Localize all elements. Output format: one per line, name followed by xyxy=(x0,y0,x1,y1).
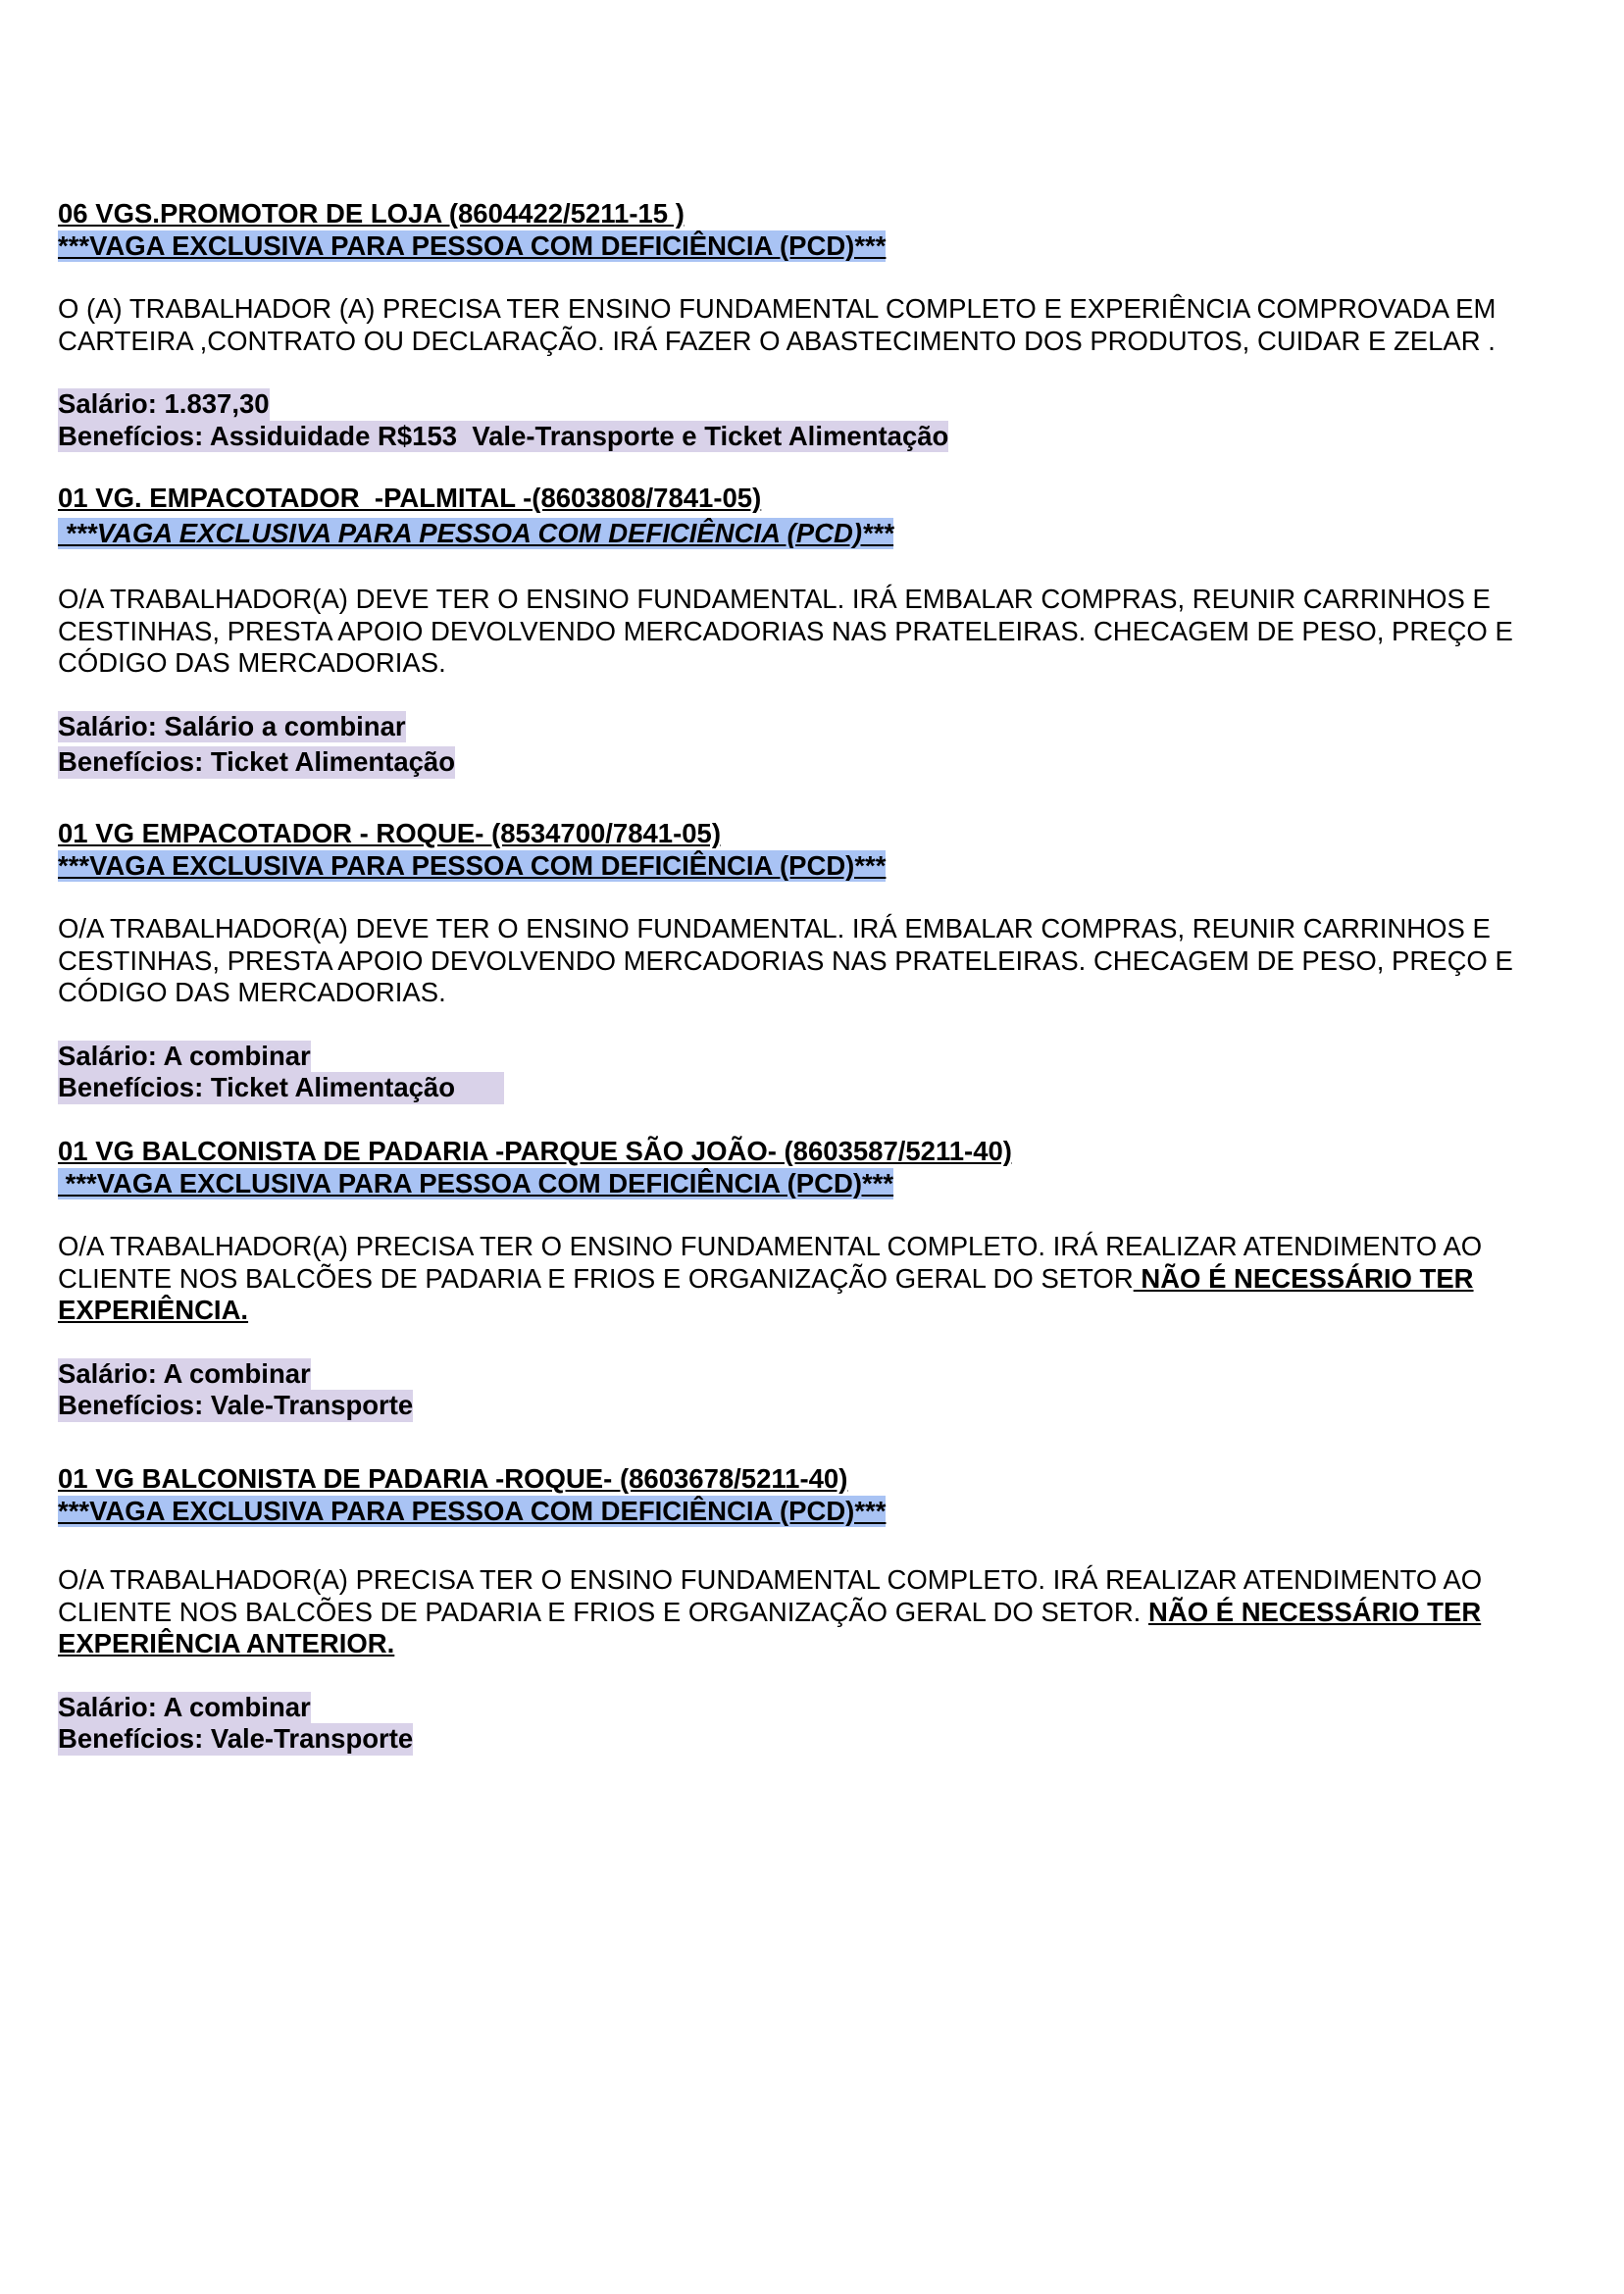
job-description-text: O (A) TRABALHADOR (A) PRECISA TER ENSINO FUNDAMENTAL COMPLETO E EXPERIÊNCIA COMPROVADA EM CARTEIRA ,CONTRATO OU DECLARAÇÃO. IRÁ FAZER O ABASTECIMENTO DOS PRODUTOS, CUIDAR E ZELAR . xyxy=(58,293,1497,356)
salary: Salário: A combinar xyxy=(58,1040,311,1071)
job-description-text: O/A TRABALHADOR(A) PRECISA TER O ENSINO FUNDAMENTAL COMPLETO. IRÁ REALIZAR ATENDIMENTO AO CLIENTE NOS BALCÕES DE PADARIA E FRIOS E ORGANIZAÇÃO GERAL DO SETOR xyxy=(58,1231,1483,1294)
job-description xyxy=(58,293,1568,357)
benefits: Benefícios: Ticket Alimentação xyxy=(58,746,455,777)
pcd-notice: ***VAGA EXCLUSIVA PARA PESSOA COM DEFICIÊNCIA (PCD)*** xyxy=(58,849,887,881)
benefits: Benefícios: Vale-Transporte xyxy=(58,1723,414,1754)
salary: Salário: Salário a combinar xyxy=(58,710,406,741)
job-posting xyxy=(58,818,1568,1104)
job-description xyxy=(58,1231,1568,1327)
job-description-text: O/A TRABALHADOR(A) DEVE TER O ENSINO FUNDAMENTAL. IRÁ EMBALAR COMPRAS, REUNIR CARRINHOS E CESTINHAS, PRESTA APOIO DEVOLVENDO MERCADORIAS NAS PRATELEIRAS. CHECAGEM DE PESO, PREÇO E CÓDIGO DAS MERCADORIAS. xyxy=(58,584,1513,678)
job-description xyxy=(58,913,1568,1009)
job-title: 01 VG BALCONISTA DE PADARIA -ROQUE- (8603678/5211-40) xyxy=(58,1463,848,1494)
benefits: Benefícios: Ticket Alimentação xyxy=(58,1072,504,1104)
job-posting xyxy=(58,483,1568,779)
job-description xyxy=(58,1564,1568,1660)
job-title: 06 VGS.PROMOTOR DE LOJA (8604422/5211-15 ) xyxy=(58,198,685,229)
benefits: Benefícios: Vale-Transporte xyxy=(58,1390,414,1420)
job-title: 01 VG EMPACOTADOR - ROQUE- (8534700/7841-05) xyxy=(58,818,722,848)
job-description-text: O/A TRABALHADOR(A) DEVE TER O ENSINO FUNDAMENTAL. IRÁ EMBALAR COMPRAS, REUNIR CARRINHOS E CESTINHAS, PRESTA APOIO DEVOLVENDO MERCADORIAS NAS PRATELEIRAS. CHECAGEM DE PESO, PREÇO E CÓDIGO DAS MERCADORIAS. xyxy=(58,913,1513,1007)
salary: Salário: A combinar xyxy=(58,1691,311,1722)
pcd-notice: ***VAGA EXCLUSIVA PARA PESSOA COM DEFICIÊNCIA (PCD)*** xyxy=(58,229,887,261)
job-posting xyxy=(58,1463,1568,1756)
salary: Salário: A combinar xyxy=(58,1357,311,1389)
job-title: 01 VG. EMPACOTADOR -PALMITAL -(8603808/7841-05) xyxy=(58,483,762,513)
job-description-emphasis: NÃO É NECESSÁRIO TER EXPERIÊNCIA ANTERIOR. xyxy=(58,1596,1482,1658)
job-description-emphasis: NÃO É NECESSÁRIO TER EXPERIÊNCIA. xyxy=(58,1262,1474,1325)
job-posting xyxy=(58,198,1568,452)
job-posting xyxy=(58,1136,1568,1422)
salary: Salário: 1.837,30 xyxy=(58,388,270,419)
job-title: 01 VG BALCONISTA DE PADARIA -PARQUE SÃO JOÃO- (8603587/5211-40) xyxy=(58,1136,1012,1166)
job-description-text: O/A TRABALHADOR(A) PRECISA TER O ENSINO FUNDAMENTAL COMPLETO. IRÁ REALIZAR ATENDIMENTO AO CLIENTE NOS BALCÕES DE PADARIA E FRIOS E ORGANIZAÇÃO GERAL DO SETOR. xyxy=(58,1564,1483,1627)
benefits: Benefícios: Assiduidade R$153 Vale-Transporte e Ticket Alimentação xyxy=(58,420,949,451)
pcd-notice: ***VAGA EXCLUSIVA PARA PESSOA COM DEFICIÊNCIA (PCD)*** xyxy=(58,1167,894,1198)
pcd-notice: ***VAGA EXCLUSIVA PARA PESSOA COM DEFICIÊNCIA (PCD)*** xyxy=(58,517,894,548)
job-description xyxy=(58,584,1568,680)
pcd-notice: ***VAGA EXCLUSIVA PARA PESSOA COM DEFICIÊNCIA (PCD)*** xyxy=(58,1495,887,1526)
